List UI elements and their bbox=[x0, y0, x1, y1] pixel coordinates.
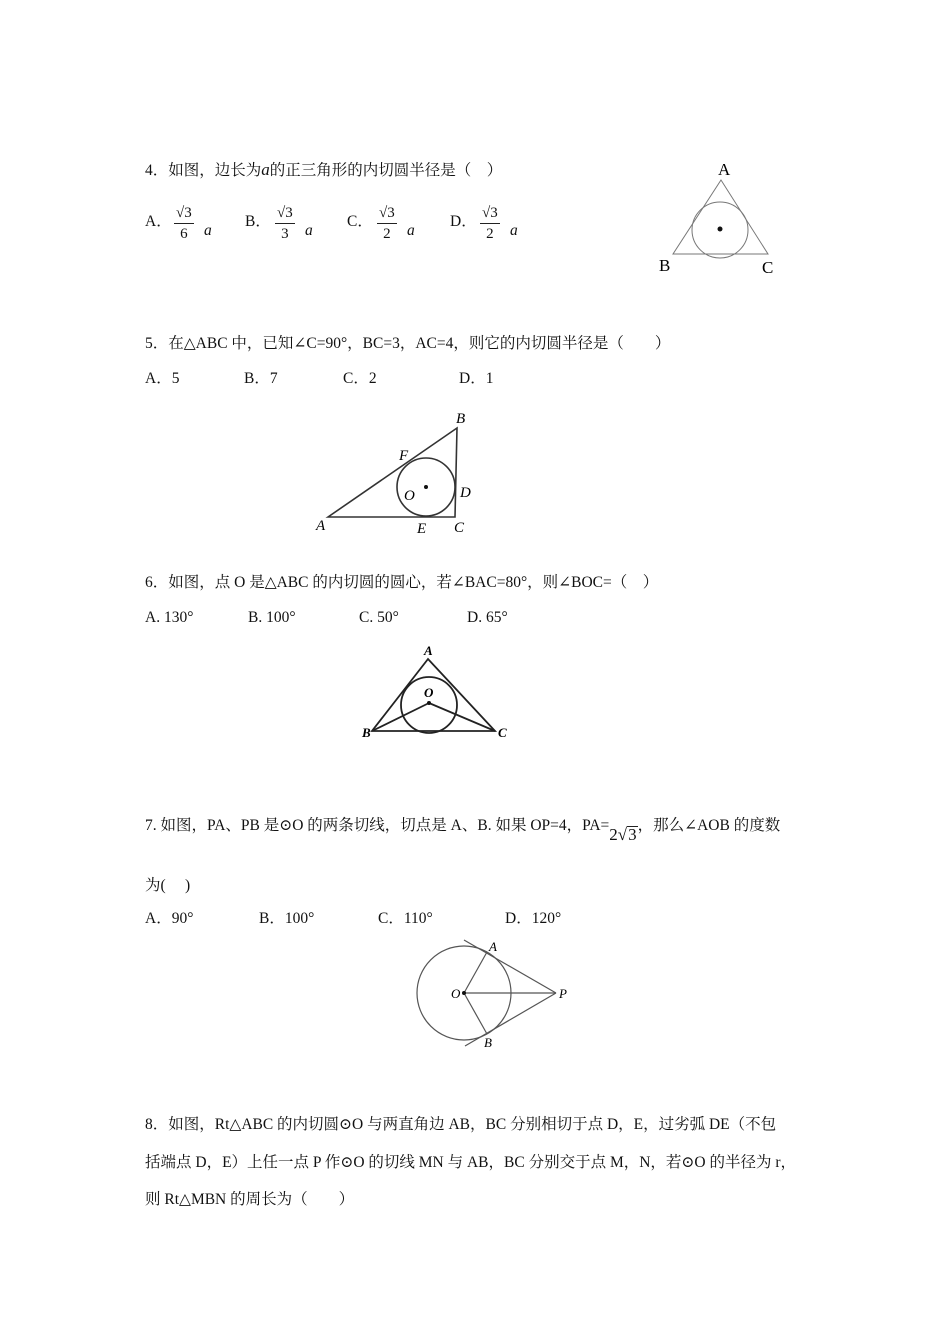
q4-label-c: C bbox=[762, 258, 774, 277]
q6-stem: 6．如图，点 O 是△ABC 的内切圆的圆心，若∠BAC=80°，则∠BOC=（ ） bbox=[145, 574, 659, 591]
q4-option-d-letter: D． bbox=[450, 213, 477, 230]
q4-option-c-den: 2 bbox=[383, 226, 391, 242]
q5-option-c: C．2 bbox=[343, 370, 377, 387]
q7-stem-before: 7. 如图，PA、PB 是⊙O 的两条切线，切点是 A、B. 如果 OP=4，PA= bbox=[145, 817, 610, 834]
q4-option-d-den: 2 bbox=[486, 226, 494, 242]
q5-option-d: D．1 bbox=[459, 370, 494, 387]
q7-pa-value: 2√3 bbox=[609, 825, 637, 844]
q5-label-c: C bbox=[454, 520, 465, 536]
q7-segment-oa bbox=[464, 952, 487, 993]
q7-segment-ob bbox=[464, 993, 487, 1034]
q6-label-c: C bbox=[498, 725, 507, 740]
q4-option-a-num: √3 bbox=[176, 205, 192, 221]
q5-label-o: O bbox=[404, 488, 415, 504]
q7-option-a: A．90° bbox=[145, 910, 194, 927]
q7-label-b: B bbox=[484, 1035, 492, 1050]
q5-label-e: E bbox=[417, 521, 427, 537]
q5-option-b: B．7 bbox=[244, 370, 278, 387]
q6-label-b: B bbox=[362, 725, 371, 740]
q7-option-d: D．120° bbox=[505, 910, 562, 927]
q7-pa-root: 3 bbox=[628, 825, 637, 844]
q7-label-a: A bbox=[489, 939, 497, 954]
q4-stem-after: 的正三角形的内切圆半径是（ ） bbox=[269, 162, 503, 179]
q4-option-b-num: √3 bbox=[277, 205, 293, 221]
q4-option-b-var: a bbox=[305, 222, 313, 239]
q7-stem-line2: 为( ) bbox=[145, 877, 191, 894]
q4-option-b-letter: B． bbox=[245, 213, 271, 230]
q4-option-a-den: 6 bbox=[180, 226, 188, 242]
q7-label-p: P bbox=[559, 986, 567, 1001]
q4-var-a: a bbox=[261, 160, 270, 179]
q5-label-b: B bbox=[456, 411, 466, 427]
q6-label-o: O bbox=[424, 685, 434, 700]
q8-line3: 则 Rt△MBN 的周长为（ ） bbox=[145, 1191, 355, 1208]
q6-option-a: A. 130° bbox=[145, 609, 194, 626]
q4-stem-before: 4．如图，边长为 bbox=[145, 162, 262, 179]
q5-label-d: D bbox=[460, 485, 471, 501]
q5-option-a: A．5 bbox=[145, 370, 180, 387]
q7-option-c: C．110° bbox=[378, 910, 433, 927]
q4-option-d-num: √3 bbox=[482, 205, 498, 221]
q8-line2: 括端点 D，E）上任一点 P 作⊙O 的切线 MN 与 AB，BC 分别交于点 M，N，若⊙O 的半径为 r， bbox=[145, 1154, 797, 1171]
q4-option-d-var: a bbox=[510, 222, 518, 239]
q4-option-c-var: a bbox=[407, 222, 415, 239]
q4-label-b: B bbox=[659, 256, 671, 275]
q7-option-b: B．100° bbox=[259, 910, 315, 927]
q7-pa-coef: 2 bbox=[609, 825, 618, 844]
q4-option-a-letter: A． bbox=[145, 213, 172, 230]
q4-option-c-num: √3 bbox=[379, 205, 395, 221]
q6-option-c: C. 50° bbox=[359, 609, 399, 626]
q8-line1: 8．如图，Rt△ABC 的内切圆⊙O 与两直角边 AB，BC 分别相切于点 D，E，过劣弧 DE（不包 bbox=[145, 1116, 777, 1133]
q7-stem-after: ，那么∠AOB 的度数 bbox=[637, 817, 781, 834]
q6-option-b: B. 100° bbox=[248, 609, 296, 626]
q4-option-a-var: a bbox=[204, 222, 212, 239]
q7-label-o: O bbox=[451, 986, 461, 1001]
q5-label-f: F bbox=[399, 448, 409, 464]
q6-label-a: A bbox=[424, 643, 433, 658]
q5-label-a: A bbox=[316, 518, 326, 534]
q5-stem: 5．在△ABC 中，已知∠C=90°，BC=3，AC=4，则它的内切圆半径是（ ） bbox=[145, 335, 671, 352]
q6-option-d: D. 65° bbox=[467, 609, 508, 626]
q4-option-b-den: 3 bbox=[281, 226, 289, 242]
q4-option-c-letter: C． bbox=[347, 213, 373, 230]
q7-center-dot bbox=[462, 991, 466, 995]
q4-label-a: A bbox=[718, 160, 731, 179]
